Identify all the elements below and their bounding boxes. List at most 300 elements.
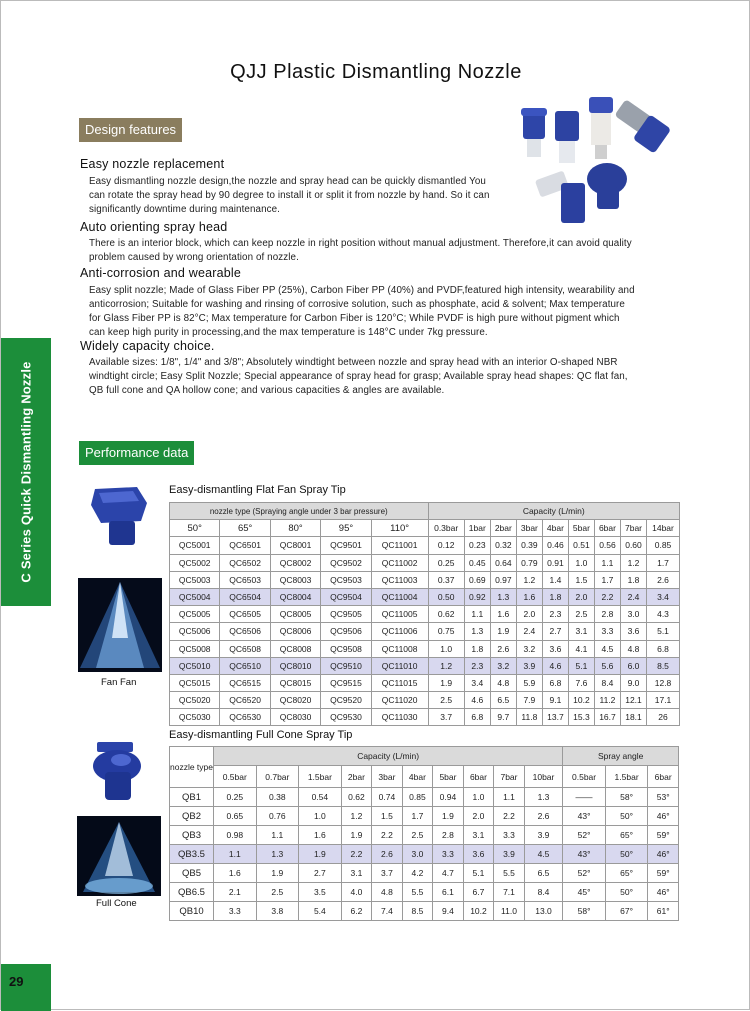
capacity-cell: 0.25 <box>428 554 464 571</box>
capacity-cell: 2.5 <box>256 883 299 902</box>
capacity-cell: 3.9 <box>516 657 542 674</box>
capacity-cell: 4.3 <box>647 606 680 623</box>
capacity-cell: 0.56 <box>594 537 620 554</box>
table-row <box>170 657 680 674</box>
capacity-cell: 13.0 <box>524 902 563 921</box>
nozzle-code-cell: QC8008 <box>270 640 320 657</box>
section-heading: Anti-corrosion and wearable <box>80 266 242 280</box>
nozzle-code-cell: QC9502 <box>321 554 371 571</box>
nozzle-code-cell: QC9515 <box>321 674 371 691</box>
capacity-cell: 9.4 <box>433 902 464 921</box>
capacity-cell: 0.54 <box>299 788 342 807</box>
cone-subheader-row <box>170 766 679 788</box>
capacity-cell: 4.6 <box>464 692 490 709</box>
capacity-cell: 16.7 <box>594 709 620 726</box>
pressure-header: 10bar <box>524 766 563 788</box>
nozzle-code-cell: QC8003 <box>270 571 320 588</box>
flat-fan-nozzle-image <box>81 479 161 559</box>
nozzle-code-cell: QC6530 <box>220 709 270 726</box>
sidebar-label: C Series Quick Dismantling Nozzle <box>18 361 34 583</box>
nozzle-code-cell: QC11004 <box>371 588 428 605</box>
angle-cell: 53° <box>648 788 679 807</box>
paragraph-line: QB full cone and QA hollow cone; and various capacities & angles are available. <box>89 385 445 396</box>
nozzle-code-cell: QB1 <box>170 788 214 807</box>
pressure-header: 0.5bar <box>214 766 257 788</box>
nozzle-product-photo <box>511 83 681 233</box>
capacity-cell: 1.9 <box>433 807 464 826</box>
section-heading: Easy nozzle replacement <box>80 157 225 171</box>
capacity-cell: 17.1 <box>647 692 680 709</box>
capacity-cell: 2.4 <box>516 623 542 640</box>
nozzle-code-cell: QC11001 <box>371 537 428 554</box>
table-row <box>170 807 679 826</box>
capacity-cell: 1.3 <box>256 845 299 864</box>
nozzle-code-cell: QC9510 <box>321 657 371 674</box>
paragraph-line: can keep high purity in processing,and the max temperature is 148°C under 7kg pressure. <box>89 327 488 338</box>
table-row <box>170 864 679 883</box>
section-heading: Widely capacity choice. <box>80 339 215 353</box>
pressure-header: 5bar <box>433 766 464 788</box>
capacity-cell: 4.2 <box>402 864 433 883</box>
nozzle-code-cell: QC8010 <box>270 657 320 674</box>
section-paragraph <box>89 284 635 340</box>
capacity-cell: 2.8 <box>433 826 464 845</box>
capacity-cell: 3.1 <box>568 623 594 640</box>
angle-cell: 58° <box>605 788 648 807</box>
capacity-cell: 5.4 <box>299 902 342 921</box>
capacity-cell: 0.92 <box>464 588 490 605</box>
cone-header-row <box>170 747 679 766</box>
capacity-cell: 2.5 <box>402 826 433 845</box>
capacity-cell: 0.62 <box>428 606 464 623</box>
angle-cell: 50° <box>605 883 648 902</box>
capacity-cell: 2.2 <box>494 807 525 826</box>
performance-data-header: Performance data <box>79 441 194 465</box>
capacity-cell: 4.6 <box>542 657 568 674</box>
capacity-cell: 0.85 <box>647 537 680 554</box>
nozzle-code-cell: QC8004 <box>270 588 320 605</box>
angle-cell: 65° <box>605 864 648 883</box>
capacity-cell: 0.98 <box>214 826 257 845</box>
capacity-cell: 18.1 <box>620 709 646 726</box>
capacity-cell: 13.7 <box>542 709 568 726</box>
nozzle-code-cell: QC5006 <box>170 623 220 640</box>
pressure-header: 0.3bar <box>428 520 464 537</box>
capacity-header: Capacity (L/min) <box>214 747 563 766</box>
capacity-cell: 5.5 <box>494 864 525 883</box>
page-title: QJJ Plastic Dismantling Nozzle <box>230 61 522 83</box>
capacity-cell: 8.4 <box>594 674 620 691</box>
capacity-cell: 7.6 <box>568 674 594 691</box>
capacity-cell: 0.75 <box>428 623 464 640</box>
capacity-cell: 1.0 <box>299 807 342 826</box>
capacity-cell: 0.23 <box>464 537 490 554</box>
capacity-cell: 2.0 <box>568 588 594 605</box>
angle-pressure-header: 0.5bar <box>563 766 606 788</box>
nozzle-code-cell: QC11003 <box>371 571 428 588</box>
table-row <box>170 571 680 588</box>
capacity-cell: 2.6 <box>490 640 516 657</box>
capacity-cell: 2.6 <box>647 571 680 588</box>
capacity-cell: 2.3 <box>464 657 490 674</box>
capacity-cell: 2.0 <box>463 807 494 826</box>
capacity-cell: 6.8 <box>647 640 680 657</box>
capacity-cell: 1.7 <box>594 571 620 588</box>
capacity-cell: 1.0 <box>568 554 594 571</box>
capacity-cell: 2.7 <box>542 623 568 640</box>
nozzle-code-cell: QC9501 <box>321 537 371 554</box>
capacity-cell: 0.39 <box>516 537 542 554</box>
nozzle-code-cell: QC6504 <box>220 588 270 605</box>
fan-subheader-row <box>170 520 680 537</box>
capacity-cell: 1.9 <box>299 845 342 864</box>
section-paragraph <box>89 356 628 398</box>
capacity-cell: 4.8 <box>620 640 646 657</box>
nozzle-code-cell: QC9504 <box>321 588 371 605</box>
pressure-header: 6bar <box>463 766 494 788</box>
capacity-cell: 4.5 <box>594 640 620 657</box>
angle-header: 50° <box>170 520 220 537</box>
fan-header-row <box>170 503 680 520</box>
angle-cell: 50° <box>605 845 648 864</box>
capacity-cell: 0.79 <box>516 554 542 571</box>
capacity-cell: 1.8 <box>542 588 568 605</box>
capacity-cell: 5.1 <box>647 623 680 640</box>
angle-cell: 50° <box>605 807 648 826</box>
table-row <box>170 606 680 623</box>
nozzle-image-5 <box>587 163 627 209</box>
capacity-cell: 0.12 <box>428 537 464 554</box>
capacity-cell: 0.97 <box>490 571 516 588</box>
capacity-cell: 2.5 <box>428 692 464 709</box>
capacity-cell: 2.8 <box>594 606 620 623</box>
capacity-cell: 3.8 <box>256 902 299 921</box>
nozzle-code-cell: QC8005 <box>270 606 320 623</box>
capacity-cell: 1.8 <box>620 571 646 588</box>
capacity-cell: 10.2 <box>568 692 594 709</box>
nozzle-code-cell: QC11002 <box>371 554 428 571</box>
capacity-cell: 3.4 <box>464 674 490 691</box>
nozzle-code-cell: QC5003 <box>170 571 220 588</box>
cone-caption: Full Cone <box>96 898 137 909</box>
capacity-cell: 8.4 <box>524 883 563 902</box>
nozzle-code-cell: QC11008 <box>371 640 428 657</box>
nozzle-code-cell: QC5020 <box>170 692 220 709</box>
paragraph-line: problem caused by wrong orientation of nozzle. <box>89 252 299 263</box>
nozzle-code-cell: QC9508 <box>321 640 371 657</box>
capacity-cell: 2.3 <box>542 606 568 623</box>
table-row <box>170 902 679 921</box>
angle-cell: 52° <box>563 826 606 845</box>
pressure-header: 0.7bar <box>256 766 299 788</box>
capacity-cell: 6.1 <box>433 883 464 902</box>
section-paragraph <box>89 175 490 217</box>
capacity-cell: 1.1 <box>464 606 490 623</box>
capacity-cell: 0.32 <box>490 537 516 554</box>
nozzle-code-cell: QC8002 <box>270 554 320 571</box>
full-cone-spray-image <box>77 816 161 896</box>
capacity-cell: 3.1 <box>463 826 494 845</box>
capacity-cell: 6.2 <box>341 902 372 921</box>
capacity-cell: 7.4 <box>372 902 403 921</box>
capacity-cell: 0.69 <box>464 571 490 588</box>
capacity-cell: 0.64 <box>490 554 516 571</box>
nozzle-code-cell: QC5001 <box>170 537 220 554</box>
capacity-cell: 3.9 <box>524 826 563 845</box>
capacity-cell: 3.3 <box>214 902 257 921</box>
nozzle-code-cell: QC5010 <box>170 657 220 674</box>
nozzle-type-header: nozzle type (Spraying angle under 3 bar pressure) <box>170 503 429 520</box>
table-row <box>170 826 679 845</box>
capacity-cell: 6.7 <box>463 883 494 902</box>
pressure-header: 3bar <box>372 766 403 788</box>
capacity-cell: 0.60 <box>620 537 646 554</box>
nozzle-code-cell: QB6.5 <box>170 883 214 902</box>
capacity-cell: 2.6 <box>524 807 563 826</box>
nozzle-code-cell: QC6510 <box>220 657 270 674</box>
nozzle-image-1 <box>521 108 547 157</box>
nozzle-code-cell: QB10 <box>170 902 214 921</box>
capacity-cell: 1.7 <box>647 554 680 571</box>
capacity-cell: 1.7 <box>402 807 433 826</box>
angle-cell: 46° <box>648 845 679 864</box>
design-features-header: Design features <box>79 118 182 142</box>
flat-fan-table <box>169 502 680 726</box>
table-row <box>170 709 680 726</box>
pressure-header: 6bar <box>594 520 620 537</box>
paragraph-line: for Glass Fiber PP is 82°C; Max temperature for Carbon Fiber is 120°C; While PVDF is high pure without pigment which <box>89 313 620 324</box>
capacity-cell: 1.5 <box>372 807 403 826</box>
nozzle-code-cell: QC9505 <box>321 606 371 623</box>
pressure-header: 5bar <box>568 520 594 537</box>
capacity-cell: 9.0 <box>620 674 646 691</box>
flat-fan-spray-image <box>78 578 162 672</box>
angle-cell: 43° <box>563 845 606 864</box>
nozzle-code-cell: QB3 <box>170 826 214 845</box>
angle-cell: 65° <box>605 826 648 845</box>
capacity-cell: 3.3 <box>494 826 525 845</box>
nozzle-code-cell: QB5 <box>170 864 214 883</box>
capacity-cell: 1.3 <box>490 588 516 605</box>
capacity-cell: 0.91 <box>542 554 568 571</box>
angle-header: 80° <box>270 520 320 537</box>
nozzle-code-cell: QC6520 <box>220 692 270 709</box>
paragraph-line: can rotate the spray head by 90 degree to install it or split it from nozzle by hand. So it can <box>89 190 490 201</box>
capacity-cell: 5.6 <box>594 657 620 674</box>
series-sidebar-tab <box>1 338 51 606</box>
paragraph-line: Easy split nozzle; Made of Glass Fiber PP (25%), Carbon Fiber PP (40%) and PVDF,featured high intensity, wearability and <box>89 285 635 296</box>
angle-cell: 59° <box>648 826 679 845</box>
capacity-cell: 11.0 <box>494 902 525 921</box>
pressure-header: 7bar <box>620 520 646 537</box>
pressure-header: 1.5bar <box>299 766 342 788</box>
nozzle-code-cell: QC6515 <box>220 674 270 691</box>
capacity-cell: 0.50 <box>428 588 464 605</box>
pressure-header: 2bar <box>341 766 372 788</box>
capacity-cell: 3.3 <box>433 845 464 864</box>
capacity-cell: 26 <box>647 709 680 726</box>
capacity-cell: 5.1 <box>568 657 594 674</box>
capacity-cell: 1.2 <box>516 571 542 588</box>
pressure-header: 4bar <box>402 766 433 788</box>
capacity-cell: 3.0 <box>620 606 646 623</box>
capacity-cell: 1.9 <box>341 826 372 845</box>
capacity-cell: 4.8 <box>372 883 403 902</box>
capacity-cell: 0.46 <box>542 537 568 554</box>
capacity-cell: 2.7 <box>299 864 342 883</box>
capacity-cell: 1.2 <box>620 554 646 571</box>
nozzle-code-cell: QC6502 <box>220 554 270 571</box>
nozzle-code-cell: QC9503 <box>321 571 371 588</box>
capacity-cell: 1.9 <box>428 674 464 691</box>
capacity-cell: 0.65 <box>214 807 257 826</box>
nozzle-image-3 <box>589 97 613 159</box>
nozzle-code-cell: QC11015 <box>371 674 428 691</box>
capacity-cell: 3.6 <box>542 640 568 657</box>
section-paragraph <box>89 237 632 265</box>
table-row <box>170 845 679 864</box>
spray-angle-header: Spray angle <box>563 747 679 766</box>
capacity-cell: 1.2 <box>428 657 464 674</box>
capacity-cell: 0.94 <box>433 788 464 807</box>
capacity-cell: 0.37 <box>428 571 464 588</box>
nozzle-code-cell: QC6506 <box>220 623 270 640</box>
nozzle-code-cell: QC6508 <box>220 640 270 657</box>
capacity-cell: 1.6 <box>299 826 342 845</box>
capacity-cell: 3.3 <box>594 623 620 640</box>
capacity-cell: 2.6 <box>372 845 403 864</box>
angle-pressure-header: 6bar <box>648 766 679 788</box>
capacity-cell: 0.85 <box>402 788 433 807</box>
angle-pressure-header: 1.5bar <box>605 766 648 788</box>
nozzle-code-cell: QC11030 <box>371 709 428 726</box>
page-number: 29 <box>1 964 51 1011</box>
capacity-cell: 8.5 <box>402 902 433 921</box>
capacity-cell: 1.8 <box>464 640 490 657</box>
nozzle-code-cell: QC8020 <box>270 692 320 709</box>
angle-cell: 45° <box>563 883 606 902</box>
nozzle-image-6 <box>535 170 585 223</box>
capacity-cell: 2.0 <box>516 606 542 623</box>
full-cone-nozzle-image <box>85 736 155 808</box>
capacity-cell: 1.6 <box>516 588 542 605</box>
nozzle-code-cell: QC11005 <box>371 606 428 623</box>
capacity-cell: 0.74 <box>372 788 403 807</box>
nozzle-code-cell: QC5008 <box>170 640 220 657</box>
pressure-header: 7bar <box>494 766 525 788</box>
capacity-cell: 3.5 <box>299 883 342 902</box>
capacity-cell: 0.51 <box>568 537 594 554</box>
cone-table-title: Easy-dismantling Full Cone Spray Tip <box>169 729 353 741</box>
nozzle-code-cell: QC8001 <box>270 537 320 554</box>
angle-cell: —— <box>563 788 606 807</box>
pressure-header: 14bar <box>647 520 680 537</box>
capacity-cell: 9.7 <box>490 709 516 726</box>
capacity-cell: 4.1 <box>568 640 594 657</box>
capacity-cell: 12.1 <box>620 692 646 709</box>
angle-cell: 61° <box>648 902 679 921</box>
table-row <box>170 640 680 657</box>
table-row <box>170 788 679 807</box>
paragraph-line: windtight circle; Easy Split Nozzle; Special appearance of spray head for grasp; Available spray head shapes: QC flat fan, <box>89 371 628 382</box>
capacity-cell: 7.9 <box>516 692 542 709</box>
paragraph-line: significantly downtime during maintenance. <box>89 204 280 215</box>
fan-table-title: Easy-dismantling Flat Fan Spray Tip <box>169 484 346 496</box>
capacity-cell: 1.3 <box>464 623 490 640</box>
capacity-header: Capacity (L/min) <box>428 503 679 520</box>
nozzle-code-cell: QC5005 <box>170 606 220 623</box>
table-row <box>170 537 680 554</box>
capacity-cell: 2.2 <box>372 826 403 845</box>
capacity-cell: 0.25 <box>214 788 257 807</box>
capacity-cell: 3.1 <box>341 864 372 883</box>
angle-cell: 46° <box>648 807 679 826</box>
capacity-cell: 4.0 <box>341 883 372 902</box>
capacity-cell: 3.2 <box>516 640 542 657</box>
nozzle-code-cell: QC8006 <box>270 623 320 640</box>
capacity-cell: 4.7 <box>433 864 464 883</box>
table-row <box>170 554 680 571</box>
capacity-cell: 0.62 <box>341 788 372 807</box>
capacity-cell: 1.1 <box>256 826 299 845</box>
capacity-cell: 1.6 <box>214 864 257 883</box>
paragraph-line: Easy dismantling nozzle design,the nozzle and spray head can be quickly dismantled You <box>89 176 486 187</box>
nozzle-image-2 <box>555 111 579 163</box>
nozzle-type-header: nozzle type <box>170 747 214 788</box>
nozzle-code-cell: QC6501 <box>220 537 270 554</box>
fan-caption: Fan Fan <box>101 677 137 688</box>
nozzle-code-cell: QB2 <box>170 807 214 826</box>
capacity-cell: 4.8 <box>490 674 516 691</box>
pressure-header: 2bar <box>490 520 516 537</box>
capacity-cell: 1.1 <box>594 554 620 571</box>
table-row <box>170 692 680 709</box>
capacity-cell: 9.1 <box>542 692 568 709</box>
pressure-header: 3bar <box>516 520 542 537</box>
nozzle-code-cell: QC5004 <box>170 588 220 605</box>
nozzle-code-cell: QC9530 <box>321 709 371 726</box>
capacity-cell: 0.45 <box>464 554 490 571</box>
capacity-cell: 3.0 <box>402 845 433 864</box>
capacity-cell: 7.1 <box>494 883 525 902</box>
nozzle-code-cell: QC5015 <box>170 674 220 691</box>
table-row <box>170 883 679 902</box>
section-heading: Auto orienting spray head <box>80 220 228 234</box>
nozzle-code-cell: QC11020 <box>371 692 428 709</box>
paragraph-line: Available sizes: 1/8", 1/4" and 3/8"; Absolutely windtight between nozzle and spray head with an interior O-shaped NBR <box>89 357 618 368</box>
nozzle-code-cell: QC11006 <box>371 623 428 640</box>
capacity-cell: 1.0 <box>428 640 464 657</box>
nozzle-code-cell: QC8015 <box>270 674 320 691</box>
angle-header: 65° <box>220 520 270 537</box>
capacity-cell: 11.2 <box>594 692 620 709</box>
table-row <box>170 623 680 640</box>
capacity-cell: 3.2 <box>490 657 516 674</box>
angle-cell: 43° <box>563 807 606 826</box>
capacity-cell: 1.3 <box>524 788 563 807</box>
capacity-cell: 1.9 <box>256 864 299 883</box>
capacity-cell: 0.76 <box>256 807 299 826</box>
capacity-cell: 2.2 <box>594 588 620 605</box>
angle-cell: 58° <box>563 902 606 921</box>
capacity-cell: 1.1 <box>494 788 525 807</box>
capacity-cell: 2.4 <box>620 588 646 605</box>
capacity-cell: 6.0 <box>620 657 646 674</box>
pressure-header: 4bar <box>542 520 568 537</box>
capacity-cell: 3.6 <box>463 845 494 864</box>
angle-header: 95° <box>321 520 371 537</box>
capacity-cell: 1.2 <box>341 807 372 826</box>
